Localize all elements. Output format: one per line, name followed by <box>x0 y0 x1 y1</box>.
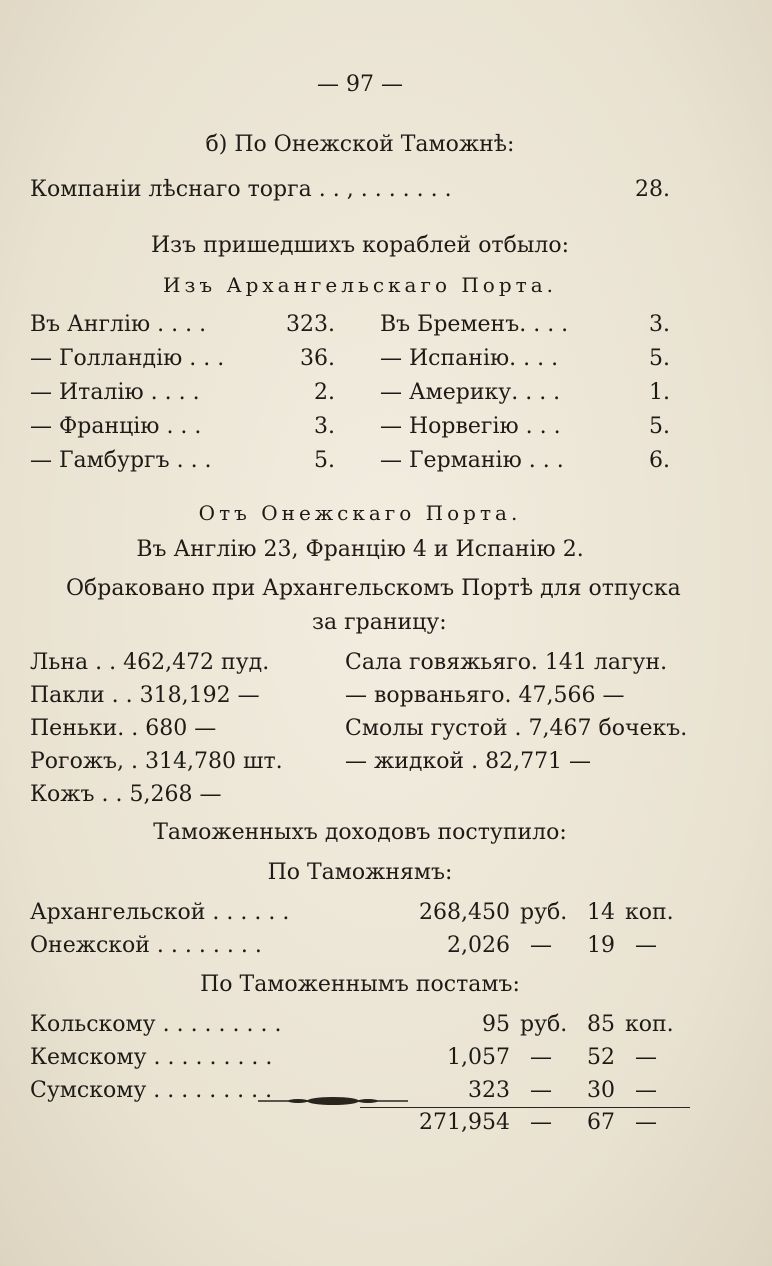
total-kop: 67 <box>587 1110 615 1135</box>
customs-kop: 14 <box>587 900 615 925</box>
list-item-label: — Италію . . . . <box>30 380 200 405</box>
list-item-value: 6. <box>649 448 670 473</box>
post-label: Кемскому . . . . . . . . . <box>30 1045 273 1070</box>
company-label: Компаніи лѣснаго торга . . , . . . . . . . <box>30 177 452 202</box>
post-kop-unit: — <box>635 1045 657 1070</box>
sum-rule <box>360 1107 690 1108</box>
list-item: Пеньки. . 680 — <box>30 716 217 741</box>
customs-kop-unit: — <box>635 933 657 958</box>
post-rub-unit: руб. <box>520 1012 568 1037</box>
list-item-label: — Германію . . . <box>380 448 564 473</box>
customs-kop: 19 <box>587 933 615 958</box>
list-item: Пакли . . 318,192 — <box>30 683 260 708</box>
list-item: Льна . . 462,472 пуд. <box>30 650 270 675</box>
page-number: — 97 — <box>317 72 403 97</box>
customs-label: Онежской . . . . . . . . <box>30 933 262 958</box>
post-kop: 30 <box>587 1078 615 1103</box>
list-item: — ворваньяго. 47,566 — <box>345 683 625 708</box>
onega-heading: б) По Онежской Таможнѣ: <box>205 132 515 157</box>
list-item-value: 5. <box>314 448 335 473</box>
posts-heading: По Таможеннымъ постамъ: <box>200 972 520 997</box>
list-item-value: 2. <box>314 380 335 405</box>
customs-kop-unit: коп. <box>625 900 674 925</box>
onega-port-line: Въ Англію 23, Францію 4 и Испанію 2. <box>136 537 584 562</box>
post-rub-unit: — <box>530 1045 552 1070</box>
total-rub-unit: — <box>530 1110 552 1135</box>
list-item-label: — Испанію. . . . <box>380 346 559 371</box>
customs-rub-unit: — <box>530 933 552 958</box>
customs-rub: 268,450 <box>419 900 510 925</box>
post-label: Кольскому . . . . . . . . . <box>30 1012 282 1037</box>
ornament-divider <box>258 1095 408 1107</box>
post-rub: 95 <box>482 1012 510 1037</box>
post-label: Сумскому . . . . . . . . . <box>30 1078 273 1103</box>
list-item: Кожъ . . 5,268 — <box>30 782 222 807</box>
list-item-label: Въ Англію . . . . <box>30 312 207 337</box>
post-rub-unit: — <box>530 1078 552 1103</box>
customs-rub: 2,026 <box>447 933 510 958</box>
list-item: Сала говяжьяго. 141 лагун. <box>345 650 668 675</box>
post-rub: 323 <box>468 1078 510 1103</box>
arkhangelsk-port-heading: Изъ Архангельскаго Порта. <box>163 273 557 297</box>
company-value: 28. <box>635 177 670 202</box>
list-item: — жидкой . 82,771 — <box>345 749 592 774</box>
list-item-value: 3. <box>649 312 670 337</box>
rejected-line-1: Обраковано при Архангельскомъ Портѣ для отпуска <box>66 576 681 601</box>
list-item-label: — Голландію . . . <box>30 346 225 371</box>
total-rub: 271,954 <box>419 1110 510 1135</box>
list-item: Рогожъ, . 314,780 шт. <box>30 749 283 774</box>
post-kop: 52 <box>587 1045 615 1070</box>
list-item-value: 1. <box>649 380 670 405</box>
post-kop-unit: коп. <box>625 1012 674 1037</box>
total-kop-unit: — <box>635 1110 657 1135</box>
customs-heading: По Таможнямъ: <box>267 860 453 885</box>
post-rub: 1,057 <box>447 1045 510 1070</box>
list-item-label: — Гамбургъ . . . <box>30 448 212 473</box>
list-item-label: Въ Бременъ. . . . <box>380 312 569 337</box>
revenue-heading: Таможенныхъ доходовъ поступило: <box>153 820 567 845</box>
customs-rub-unit: руб. <box>520 900 568 925</box>
onega-port-heading: Отъ Онежскаго Порта. <box>198 501 522 525</box>
list-item: Смолы густой . 7,467 бочекъ. <box>345 716 688 741</box>
post-kop: 85 <box>587 1012 615 1037</box>
post-kop-unit: — <box>635 1078 657 1103</box>
list-item-label: — Норвегію . . . <box>380 414 561 439</box>
list-item-value: 323. <box>286 312 335 337</box>
list-item-value: 3. <box>314 414 335 439</box>
rejected-line-2: за границу: <box>312 610 447 635</box>
list-item-value: 36. <box>300 346 335 371</box>
sailed-heading: Изъ пришедшихъ кораблей отбыло: <box>150 233 569 258</box>
list-item-label: — Америку. . . . <box>380 380 561 405</box>
list-item-value: 5. <box>649 346 670 371</box>
list-item-label: — Францію . . . <box>30 414 202 439</box>
list-item-value: 5. <box>649 414 670 439</box>
customs-label: Архангельской . . . . . . <box>30 900 290 925</box>
